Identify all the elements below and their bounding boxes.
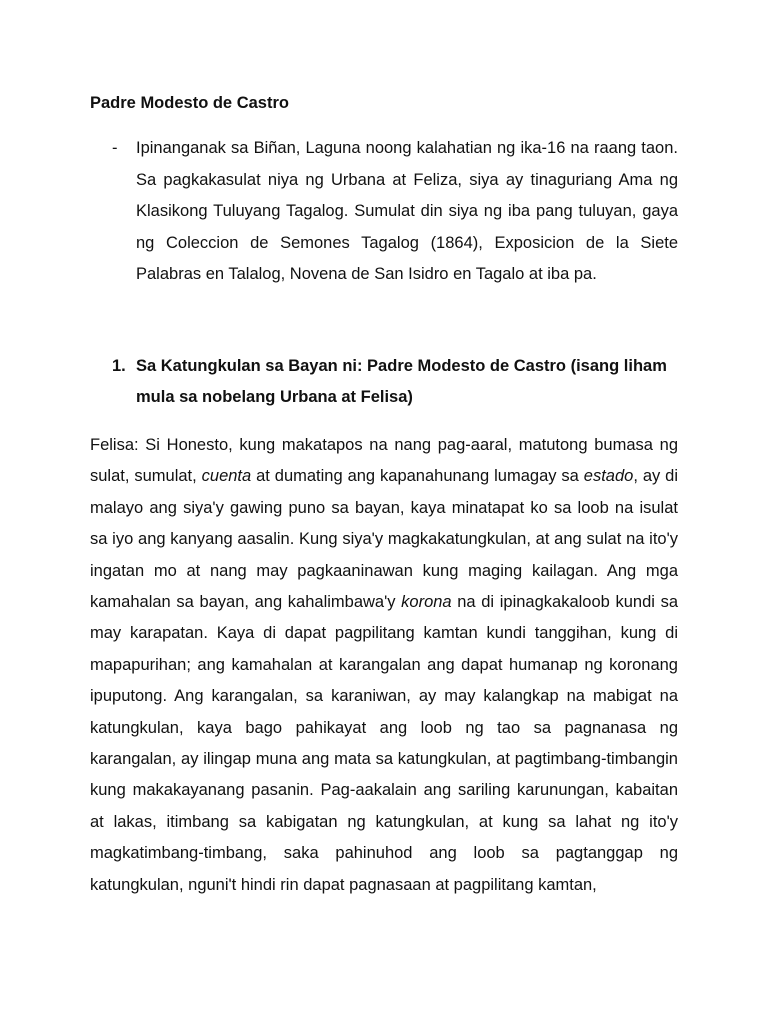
italic-term-estado: estado	[583, 467, 634, 486]
section-title: Sa Katungkulan sa Bayan ni: Padre Modesto de Castro (isang liham mula sa nobelang Urbana at Felisa)	[136, 357, 667, 406]
numbered-marker: 1.	[112, 357, 126, 375]
body-paragraph	[90, 430, 678, 901]
body-text-segment: , ay di malayo ang siya'y gawing puno sa bayan, kaya minatapat ko sa loob na isulat sa iyo ang kanyang aasalin. Kung siya'y magkakatungkulan, at ang sulat na ito'y ingatan mo at nang may pagkaaninawan kung maging kailagan. Ang mga kamahalan sa bayan, ang kahalimbawa'y	[90, 467, 678, 612]
document-heading: Padre Modesto de Castro	[90, 94, 289, 112]
italic-term-korona: korona	[401, 593, 452, 612]
body-text-segment: na di ipinagkakaloob kundi sa may karapatan. Kaya di dapat pagpilitang kamtan kundi tanggihan, kung di mapapurihan; ang kamahalan at karangalan ang dapat humanap ng koronang ipuputong. Ang karangalan, sa karaniwan, ay may kalangkap na mabigat na katungkulan, kaya bago pahikayat ang loob ng tao sa pagnanasa ng karangalan, ay ilingap muna ang mata sa katungkulan, at pagtimbang-timbangin kung makakayanang pasanin. Pag-aakalain ang sariling karunungan, kabaitan at lakas, itimbang sa kabigatan ng katungkulan, at kung sa lahat ng ito'y magkatimbang-timbang, saka pahinuhod ang loob sa pagtanggap ng katungkulan, nguni't hindi rin dapat pagnasaan at pagpilitang kamtan,	[90, 593, 678, 894]
body-text-segment: at dumating ang kapanahunang lumagay sa	[251, 467, 584, 486]
body-text-segment: Felisa: Si Honesto, kung makatapos na nang pag-aaral, matutong bumasa ng sulat, sumulat,	[90, 436, 678, 486]
italic-term-cuenta: cuenta	[201, 467, 252, 486]
bullet-text: Ipinanganak sa Biñan, Laguna noong kalahatian ng ika-16 na raang taon. Sa pagkakasulat niya ng Urbana at Feliza, siya ay tinaguriang Ama ng Klasikong Tuluyang Tagalog. Sumulat din siya ng iba pang tuluyan, gaya ng Coleccion de Semones Tagalog (1864), Exposicion de la Siete Palabras en Talalog, Novena de San Isidro en Tagalo at iba pa.	[136, 139, 678, 283]
bullet-marker: -	[112, 139, 118, 157]
